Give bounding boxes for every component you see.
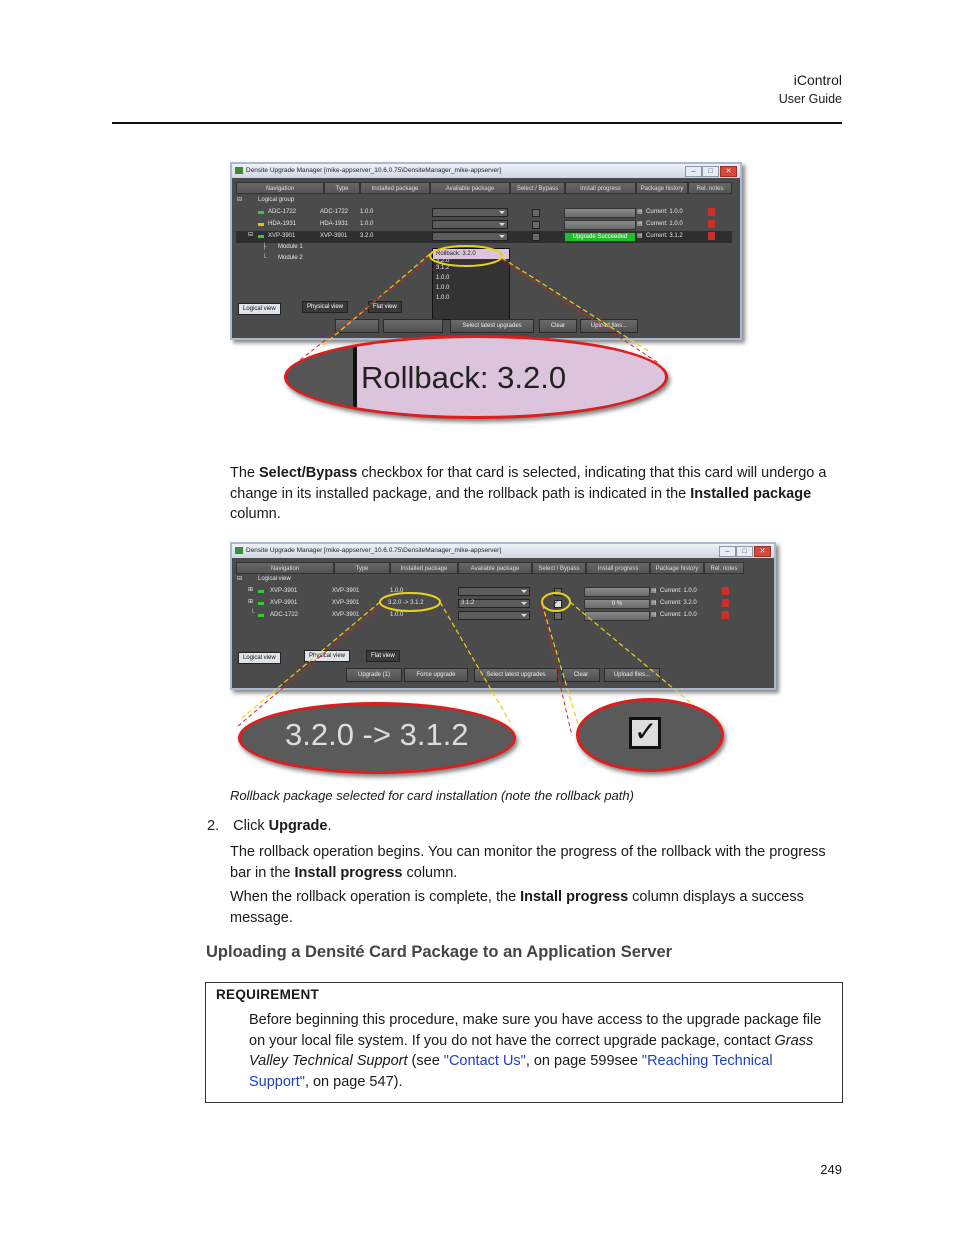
tree-branch-line: ├: [262, 244, 267, 250]
page-number: 249: [820, 1162, 842, 1177]
text-run: column.: [402, 864, 458, 881]
tree-item-xvp-3901[interactable]: XVP-3901: [270, 588, 298, 594]
step-text: .: [327, 818, 332, 834]
zoom-rollback-path-text: 3.2.0 -> 3.1.2: [285, 717, 469, 752]
installed-cell: 3.2.0 -> 3.1.2: [388, 600, 424, 606]
figure-caption: Rollback package selected for card installation (note the rollback path): [230, 788, 634, 803]
paragraph-rollback-begins: [230, 842, 830, 883]
tree-item-module-1[interactable]: Module 1: [278, 244, 303, 250]
column-header-select-bypass[interactable]: Select / Bypass: [532, 562, 586, 574]
option-1-0-0[interactable]: 1.0.0: [436, 275, 450, 281]
history-cell: Current: 1.0.0: [646, 221, 683, 227]
zoom-callout-rollback: [284, 335, 668, 419]
history-cell: Current: 1.0.0: [646, 209, 683, 215]
installed-cell: 1.0.0: [360, 209, 374, 215]
tab-logical-view[interactable]: Logical view: [238, 303, 281, 315]
option-3-1-2[interactable]: 3.1.2: [436, 265, 450, 271]
type-cell: XVP-3901: [332, 600, 360, 606]
installed-cell: 3.2.0: [360, 233, 374, 239]
tree-item-xvp-3901[interactable]: XVP-3901: [270, 600, 298, 606]
bold-text: Install progress: [520, 889, 629, 905]
tree-branch-line: └: [250, 610, 255, 616]
force-upgrade-button[interactable]: Force upgrade: [404, 668, 468, 682]
clear-button[interactable]: Clear: [539, 319, 577, 333]
type-cell: XVP-3901: [332, 588, 360, 594]
history-icon: ▤: [637, 221, 643, 227]
text-run: column.: [230, 506, 281, 522]
screenshot-2: [230, 540, 778, 778]
upload-files-button[interactable]: Upload files...: [580, 319, 638, 333]
zoom-callout-rollback-path: [238, 702, 516, 774]
column-header-available[interactable]: Available package: [458, 562, 532, 574]
text-run: , on page 547).: [304, 1073, 403, 1090]
bold-text: Upgrade: [268, 818, 328, 834]
history-cell: Current: 3.1.2: [646, 233, 683, 239]
window-title: Densite Upgrade Manager [mike-appserver_10.6.0.75\DensiteManager_mike-appserver]: [246, 547, 502, 554]
tree-item-xvp-3901[interactable]: XVP-3901: [268, 233, 296, 239]
requirement-box: [205, 982, 843, 1103]
italic-text: Grass Valley Technical Support: [249, 1032, 814, 1069]
step-text: Click: [233, 818, 269, 834]
column-header-installed[interactable]: Installed package: [360, 182, 430, 194]
column-header-navigation[interactable]: Navigation: [236, 182, 324, 194]
history-icon: ▤: [651, 600, 657, 606]
installed-cell: 1.0.0: [360, 221, 374, 227]
history-icon: ▤: [651, 588, 657, 594]
type-cell: ADC-1722: [320, 209, 349, 215]
history-cell: Current: 1.0.0: [660, 588, 697, 594]
upload-files-button[interactable]: Upload files...: [604, 668, 660, 682]
available-value: 3.1.2: [461, 600, 475, 606]
screenshot-1: [230, 160, 742, 422]
column-header-install-progress[interactable]: Install progress: [586, 562, 650, 574]
tab-logical-view[interactable]: Logical view: [238, 652, 281, 664]
bold-text: Installed package: [690, 485, 812, 502]
select-latest-upgrades-button[interactable]: Select latest upgrades: [474, 668, 558, 682]
maximize-icon[interactable]: □: [702, 166, 719, 177]
zoom-callout-checkbox: [576, 698, 724, 772]
tab-flat-view[interactable]: Flat view: [366, 650, 400, 662]
option-1-0-0[interactable]: 1.0.0: [436, 295, 450, 301]
step-2: [207, 818, 331, 834]
text-run: checkbox for that card is selected, indicating that this card will undergo a change in its installed package, and the rollback path is indicated in the: [230, 465, 827, 502]
column-header-select-bypass[interactable]: Select / Bypass: [510, 182, 565, 194]
type-cell: HDA-1931: [320, 221, 349, 227]
close-icon[interactable]: ✕: [754, 546, 771, 557]
header-rule: [112, 122, 842, 124]
column-header-type[interactable]: Type: [334, 562, 390, 574]
history-icon: ▤: [637, 233, 643, 239]
minimize-icon[interactable]: –: [719, 546, 736, 557]
text-run: The rollback operation begins. You can monitor the progress of the rollback with the progress bar in the: [230, 844, 826, 881]
option-1-0-0[interactable]: 1.0.0: [436, 285, 450, 291]
tree-item-module-2[interactable]: Module 2: [278, 255, 303, 261]
checkmark-icon: ✓: [634, 716, 658, 747]
maximize-icon[interactable]: □: [736, 546, 753, 557]
tree-expander[interactable]: ⊟: [237, 197, 243, 203]
minimize-icon[interactable]: –: [685, 166, 702, 177]
section-heading: Uploading a Densité Card Package to an Application Server: [206, 943, 673, 961]
option-rollback[interactable]: Rollback: 3.2.0: [433, 249, 509, 259]
installed-cell: 1.0.0: [390, 588, 404, 594]
type-cell: XVP-3901: [320, 233, 348, 239]
paragraph-select-bypass: [230, 463, 845, 525]
tab-physical-view[interactable]: Physical view: [304, 650, 350, 662]
tree-item-logical-view[interactable]: Logical view: [258, 576, 291, 582]
tree-expander[interactable]: ⊞: [248, 587, 254, 593]
history-icon: ▤: [637, 209, 643, 215]
header-product: iControl: [793, 72, 842, 88]
column-header-navigation[interactable]: Navigation: [236, 562, 334, 574]
step-number: 2.: [207, 818, 220, 834]
zoom-rollback-text: Rollback: 3.2.0: [361, 360, 567, 395]
tree-expander[interactable]: ⊟: [248, 232, 254, 238]
install-progress-bar: 0 %: [584, 599, 650, 609]
window-title: Densite Upgrade Manager [mike-appserver_10.6.0.75\DensiteManager_mike-appserver]: [246, 167, 502, 174]
bold-text: Install progress: [294, 864, 403, 881]
requirement-text: [249, 1010, 834, 1092]
type-cell: XVP-3901: [332, 612, 360, 618]
tree-item-adc-1722[interactable]: ADC-1722: [270, 612, 299, 618]
column-header-rel-notes[interactable]: Rel. notes: [688, 182, 732, 194]
header-guide: User Guide: [778, 92, 842, 106]
tree-item-hda-1931[interactable]: HDA-1931: [268, 221, 297, 227]
clear-button[interactable]: Clear: [562, 668, 600, 682]
select-latest-upgrades-button[interactable]: Select latest upgrades: [450, 319, 534, 333]
history-cell: Current: 1.0.0: [660, 612, 697, 618]
tree-branch-line: └: [262, 255, 267, 261]
column-header-package-history[interactable]: Package history: [650, 562, 704, 574]
installed-cell: 1.0.0: [390, 612, 404, 618]
bold-text: Select/Bypass: [259, 465, 358, 481]
link-reaching-technical-support[interactable]: "Reaching Technical Support": [249, 1053, 773, 1090]
tab-flat-view[interactable]: Flat view: [368, 301, 402, 313]
close-icon[interactable]: ✕: [720, 166, 737, 177]
upgrade-button[interactable]: Upgrade (1): [346, 668, 402, 682]
checkmark-icon: ✓: [554, 600, 560, 606]
column-header-type[interactable]: Type: [324, 182, 360, 194]
text-run: Before beginning this procedure, make sure you have access to the upgrade package file on your local file system. If you do not have the correct upgrade package, contact: [249, 1012, 822, 1049]
tree-item-adc-1722[interactable]: ADC-1722: [268, 209, 297, 215]
text-run: , on page 599see: [525, 1053, 642, 1069]
tree-expander[interactable]: ⊞: [248, 599, 254, 605]
install-progress-bar: Upgrade Succeeded: [564, 232, 636, 242]
column-header-install-progress[interactable]: Install progress: [565, 182, 636, 194]
history-cell: Current: 3.2.0: [660, 600, 697, 606]
column-header-installed[interactable]: Installed package: [390, 562, 458, 574]
column-header-package-history[interactable]: Package history: [636, 182, 688, 194]
tab-physical-view[interactable]: Physical view: [302, 301, 348, 313]
text-run: The: [230, 465, 260, 481]
requirement-label: REQUIREMENT: [216, 987, 320, 1002]
tree-expander[interactable]: ⊟: [237, 576, 243, 582]
tree-item-logical-group[interactable]: Logical group: [258, 197, 295, 203]
option-3-2-0[interactable]: 3.2.0: [436, 259, 450, 263]
history-icon: ▤: [651, 612, 657, 618]
column-header-rel-notes[interactable]: Rel. notes: [704, 562, 744, 574]
text-run: When the rollback operation is complete, the: [230, 889, 521, 905]
text-run: (see: [407, 1053, 444, 1069]
text-run: column displays a success message.: [230, 889, 804, 926]
column-header-available[interactable]: Available package: [430, 182, 510, 194]
paragraph-rollback-complete: [230, 887, 840, 928]
link-contact-us[interactable]: "Contact Us": [443, 1053, 526, 1069]
